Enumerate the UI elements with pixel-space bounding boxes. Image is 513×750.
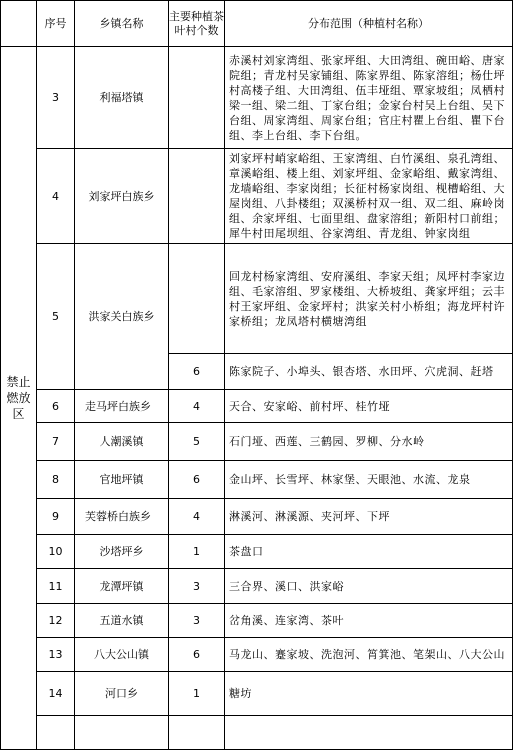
header-count: 主要种植茶叶村个数	[169, 1, 225, 47]
row-count	[169, 716, 225, 750]
row-villages: 糖坊	[225, 672, 513, 716]
row-town: 利福塔镇	[75, 47, 169, 149]
row-town: 刘家坪白族乡	[75, 149, 169, 244]
row-index: 11	[37, 569, 75, 604]
row-villages: 淋溪河、淋溪源、夹河坪、下坪	[225, 499, 513, 535]
row-count: 3	[169, 569, 225, 604]
row-villages: 茶盘口	[225, 535, 513, 569]
table-row	[1, 461, 513, 499]
row-villages: 岔角溪、连家湾、茶叶	[225, 604, 513, 638]
row-villages: 马龙山、蹇家坡、洗泡河、筲箕池、笔架山、八大公山	[225, 638, 513, 672]
header-range: 分布范围（种植村名称）	[225, 1, 513, 47]
row-count	[169, 47, 225, 149]
row-count: 1	[169, 535, 225, 569]
header-zone-empty	[1, 1, 37, 47]
row-index: 12	[37, 604, 75, 638]
row-town: 河口乡	[75, 672, 169, 716]
row-villages: 回龙村杨家湾组、安府溪组、李家天组；凤坪村李家边组、毛家溶组、罗家楼组、大桥坡组、龚家坪组；云丰村王家坪组、金家坪村；洪家关村小桥组；海龙坪村许家桥组；龙凤塔村横塘湾组	[225, 244, 513, 354]
table-row	[1, 716, 513, 750]
table-row	[1, 535, 513, 569]
row-index: 5	[37, 244, 75, 390]
row-index: 13	[37, 638, 75, 672]
row-town: 走马坪白族乡	[75, 390, 169, 423]
table-row	[1, 47, 513, 149]
table-row	[1, 638, 513, 672]
row-town: 八大公山镇	[75, 638, 169, 672]
row-town: 人潮溪镇	[75, 423, 169, 461]
table-row	[1, 390, 513, 423]
row-count: 4	[169, 390, 225, 423]
table-row	[1, 499, 513, 535]
table-row	[1, 604, 513, 638]
table-row	[1, 672, 513, 716]
zone-cell: 禁止燃放区	[1, 47, 37, 750]
row-town: 五道水镇	[75, 604, 169, 638]
row-count: 6	[169, 638, 225, 672]
row-town: 官地坪镇	[75, 461, 169, 499]
header-row	[1, 1, 513, 47]
row-index: 7	[37, 423, 75, 461]
row-index	[37, 716, 75, 750]
row-villages: 天合、安家峪、前村坪、桂竹垭	[225, 390, 513, 423]
row-count: 6	[169, 354, 225, 390]
table-row	[1, 149, 513, 244]
row-count: 6	[169, 461, 225, 499]
header-town: 乡镇名称	[75, 1, 169, 47]
row-count: 5	[169, 423, 225, 461]
row-index: 3	[37, 47, 75, 149]
row-villages: 陈家院子、小埠头、银杏塔、水田坪、穴虎洞、赶塔	[225, 354, 513, 390]
row-town: 洪家关白族乡	[75, 244, 169, 390]
row-index: 10	[37, 535, 75, 569]
row-town: 芙蓉桥白族乡	[75, 499, 169, 535]
row-index: 9	[37, 499, 75, 535]
table-row	[1, 244, 513, 354]
row-count: 3	[169, 604, 225, 638]
table-row	[1, 423, 513, 461]
row-villages	[225, 716, 513, 750]
row-index: 8	[37, 461, 75, 499]
row-count: 1	[169, 672, 225, 716]
row-villages: 石门垭、西莲、三鹤园、罗柳、分水岭	[225, 423, 513, 461]
row-villages: 三合界、溪口、洪家峪	[225, 569, 513, 604]
header-index: 序号	[37, 1, 75, 47]
row-town: 龙潭坪镇	[75, 569, 169, 604]
row-index: 14	[37, 672, 75, 716]
row-town: 沙塔坪乡	[75, 535, 169, 569]
row-villages: 赤溪村刘家湾组、张家坪组、大田湾组、碗田峪、唐家院组；青龙村吴家铺组、陈家界组、陈家溶组；杨仕坪村高楼子组、大田湾组、伍丰垭组、覃家坡组；凤栖村梁一组、梁二组、丁家台组；金家台村吴上台组、吴下台组、周家湾组、周家台组；官庄村瞿上台组、瞿下台组、李上台组、李下台组。	[225, 47, 513, 149]
row-index: 6	[37, 390, 75, 423]
row-town	[75, 716, 169, 750]
table-row	[1, 569, 513, 604]
row-count	[169, 149, 225, 244]
row-villages: 刘家坪村峭家峪组、王家湾组、白竹溪组、泉孔湾组、章溪峪组、楼上组、刘家坪组、金家峪组、戴家湾组、龙墙峪组、李家岗组；长征村杨家岗组、枧槽峪组、大屋岗组、八卦楼组；双溪桥村双一组、双二组、麻岭岗组、余家坪组、七面里组、盘家溶组；新阳村口前组；犀牛村田尾坝组、谷家湾组、青龙组、钟家岗组	[225, 149, 513, 244]
row-index: 4	[37, 149, 75, 244]
row-count: 4	[169, 499, 225, 535]
row-count	[169, 244, 225, 354]
row-villages: 金山坪、长雪坪、林家堡、天眼池、水流、龙泉	[225, 461, 513, 499]
